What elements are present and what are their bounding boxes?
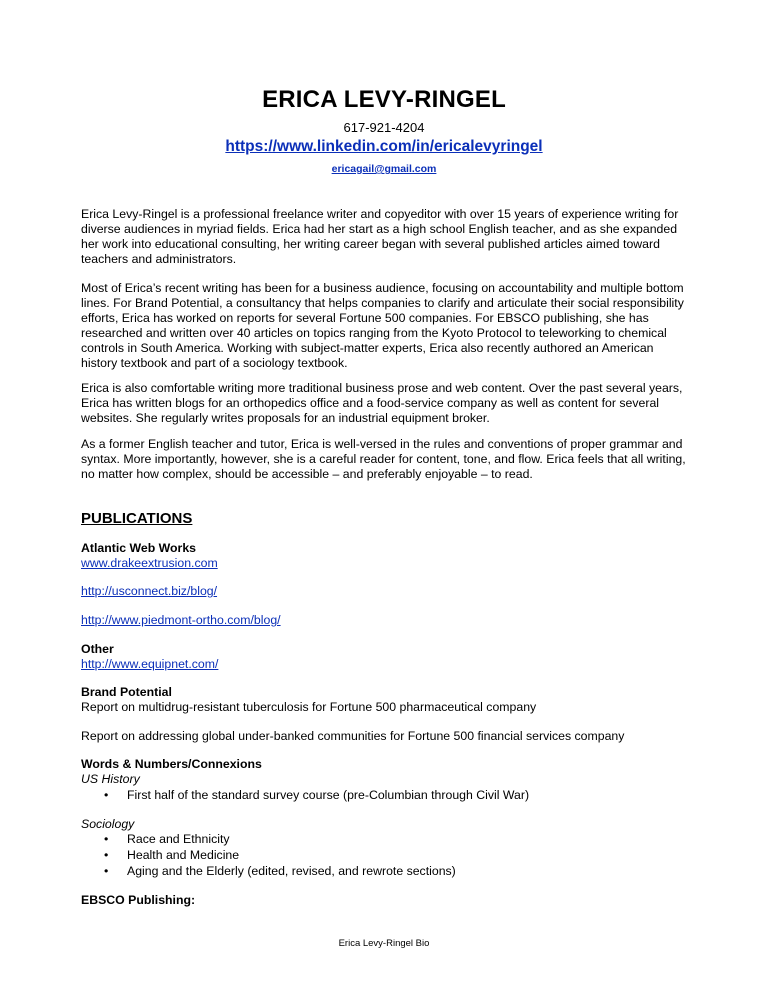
list-item xyxy=(104,788,529,803)
brand-potential-heading: Brand Potential xyxy=(81,685,172,699)
phone-number: 617-921-4204 xyxy=(343,120,425,135)
list-item-text: First half of the standard survey course (pre-Columbian through Civil War) xyxy=(127,788,530,802)
list-item-text: Race and Ethnicity xyxy=(127,832,230,846)
bio-paragraph-1: Erica Levy-Ringel is a professional freelance writer and copyeditor with over 15 years of experience writing for diverse audiences in myriad fields. Erica had her start as a high school English teacher, and as she expanded her work into educational consulting, her writing career began with several published articles aimed toward teachers and administrators. xyxy=(81,207,679,266)
equipnet-link[interactable]: http://www.equipnet.com/ xyxy=(81,657,219,671)
piedmont-link[interactable]: http://www.piedmont-ortho.com/blog/ xyxy=(81,613,281,627)
sociology-label: Sociology xyxy=(81,817,135,831)
bullet-icon: • xyxy=(104,832,109,846)
brand-report-1: Report on multidrug-resistant tuberculosis for Fortune 500 pharmaceutical company xyxy=(81,700,537,714)
linkedin-link[interactable]: https://www.linkedin.com/in/ericalevyringel xyxy=(225,138,543,155)
bullet-icon: • xyxy=(104,848,109,862)
bullet-icon: • xyxy=(104,864,109,878)
list-item-text: Aging and the Elderly (edited, revised, and rewrote sections) xyxy=(127,864,456,878)
bullet-icon: • xyxy=(104,788,109,802)
list-item xyxy=(104,864,456,879)
drakeextrusion-link[interactable]: www.drakeextrusion.com xyxy=(81,556,218,570)
list-item xyxy=(104,848,239,863)
atlantic-heading: Atlantic Web Works xyxy=(81,541,197,555)
page-title: ERICA LEVY-RINGEL xyxy=(262,86,506,113)
other-heading: Other xyxy=(81,642,114,656)
list-item xyxy=(104,832,230,847)
words-numbers-heading: Words & Numbers/Connexions xyxy=(81,757,262,771)
bio-paragraph-3: Erica is also comfortable writing more traditional business prose and web content. Over the past several years, Erica has written blogs for an orthopedics office and a food-service company as well as content for several websites. She regularly writes proposals for an industrial equipment broker. xyxy=(81,381,683,425)
list-item-text: Health and Medicine xyxy=(127,848,240,862)
publications-heading: PUBLICATIONS xyxy=(81,510,193,527)
email-link[interactable]: ericagail@gmail.com xyxy=(331,163,437,175)
ebsco-heading: EBSCO Publishing: xyxy=(81,893,196,907)
page-footer: Erica Levy-Ringel Bio xyxy=(338,938,430,949)
bio-paragraph-4: As a former English teacher and tutor, Erica is well-versed in the rules and conventions of proper grammar and syntax. More importantly, however, she is a careful reader for content, tone, and flow. Erica feels that all writing, no matter how complex, should be accessible – and preferably enjoyable – to read. xyxy=(81,437,686,481)
us-history-label: US History xyxy=(81,772,140,786)
usconnect-link[interactable]: http://usconnect.biz/blog/ xyxy=(81,584,218,598)
brand-report-2: Report on addressing global under-banked communities for Fortune 500 financial services company xyxy=(81,729,625,743)
bio-paragraph-2: Most of Erica’s recent writing has been for a business audience, focusing on accountability and multiple bottom lines. For Brand Potential, a consultancy that helps companies to clarify and articulate their social responsibility efforts, Erica has worked on reports for several Fortune 500 companies. For EBSCO publishing, she has researched and written over 40 articles on topics ranging from the Kyoto Protocol to teleworking to chemical controls in South America. Working with subject-matter experts, Erica also recently authored an American history textbook and part of a sociology textbook. xyxy=(81,281,684,370)
